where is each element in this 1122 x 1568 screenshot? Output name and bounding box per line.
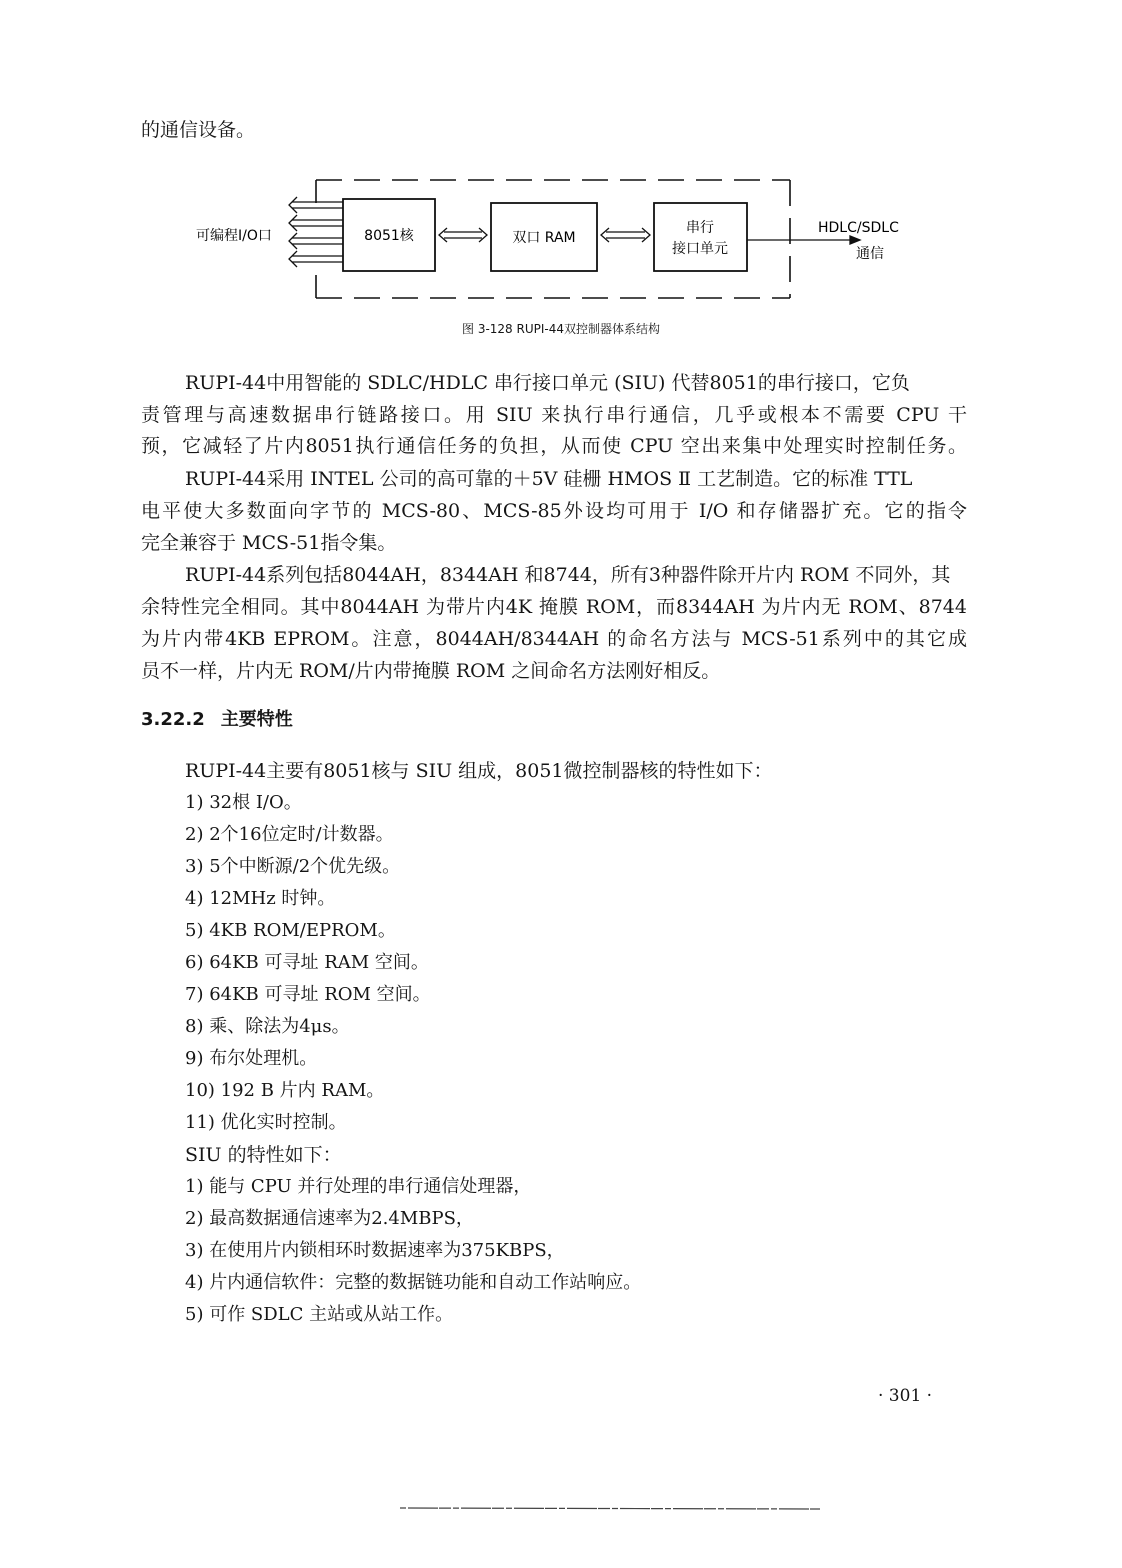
page-number: · 301 · (878, 1386, 933, 1406)
figure-caption: 图 3-128 RUPI-44双控制器体系结构 (462, 322, 660, 336)
ram-label: 双口 RAM (512, 230, 576, 246)
core-feature-item: 11) 优化实时控制。 (185, 1112, 347, 1133)
core-feature-item: 5) 4KB ROM/EPROM。 (185, 920, 396, 941)
section-number: 3.22.2 (141, 709, 205, 730)
siu-feature-item: 1) 能与 CPU 并行处理的串行通信处理器， (185, 1176, 532, 1197)
siu-feature-item: 4) 片内通信软件：完整的数据链功能和自动工作站响应。 (185, 1272, 642, 1293)
core-feature-item: 7) 64KB 可寻址 ROM 空间。 (185, 984, 431, 1005)
core-feature-item: 2) 2个16位定时/计数器。 (185, 824, 394, 845)
siu-box (654, 203, 747, 271)
core-feature-item: 9) 布尔处理机。 (185, 1048, 318, 1069)
paragraph-2-line-3: 完全兼容于 MCS-51指令集。 (141, 532, 397, 554)
core-intro: RUPI-44主要有8051核与 SIU 组成，8051微控制器核的特性如下： (185, 760, 773, 782)
core-feature-item: 6) 64KB 可寻址 RAM 空间。 (185, 952, 429, 973)
paragraph-2-line-1: RUPI-44采用 INTEL 公司的高可靠的＋5V 硅栅 HMOS Ⅱ 工艺制造。它的标准 TTL (185, 468, 913, 490)
paragraph-1-line-1: RUPI-44中用智能的 SDLC/HDLC 串行接口单元 (SIU) 代替8051的串行接口，它负 (185, 372, 910, 394)
core-ram-double-arrow (439, 228, 487, 242)
paragraph-3-line-2: 余特性完全相同。其中8044AH 为带片内4K 掩膜 ROM，而8344AH 为片内无 ROM、8744 (141, 596, 967, 618)
core-feature-item: 3) 5个中断源/2个优先级。 (185, 856, 401, 877)
core-feature-item: 1) 32根 I/O。 (185, 792, 302, 813)
siu-feature-item: 5) 可作 SDLC 主站或从站工作。 (185, 1304, 454, 1325)
paragraph-1-line-3: 预，它减轻了片内8051执行通信任务的负担，从而使 CPU 空出来集中处理实时控制任务。 (141, 435, 967, 457)
siu-feature-item: 3) 在使用片内锁相环时数据速率为375KBPS， (185, 1240, 565, 1261)
core-feature-item: 10) 192 B 片内 RAM。 (185, 1080, 385, 1101)
paragraph-3-line-4: 员不一样，片内无 ROM/片内带掩膜 ROM 之间命名方法刚好相反。 (141, 660, 721, 682)
siu-label-2: 接口单元 (672, 241, 728, 257)
io-port-label: 可编程I/O口 (196, 228, 272, 244)
intro-fragment: 的通信设备。 (141, 119, 256, 141)
core-feature-item: 8) 乘、除法为4μs。 (185, 1016, 350, 1037)
siu-intro: SIU 的特性如下： (185, 1144, 342, 1166)
section-title: 主要特性 (220, 709, 293, 730)
ram-siu-double-arrow (601, 228, 650, 242)
comm-label: 通信 (856, 246, 884, 262)
core-feature-item: 4) 12MHz 时钟。 (185, 888, 336, 909)
siu-label-1: 串行 (686, 220, 714, 236)
paragraph-2-line-2: 电平使大多数面向字节的 MCS-80、MCS-85外设均可用于 I/O 和存储器扩充。它的指令 (141, 500, 967, 522)
paragraph-3-line-3: 为片内带4KB EPROM。注意，8044AH/8344AH 的命名方法与 MCS-51系列中的其它成 (141, 628, 967, 650)
hdlc-label: HDLC/SDLC (818, 220, 899, 236)
core-label: 8051核 (364, 228, 414, 244)
scan-artifact-line (0, 1500, 1122, 1520)
section-heading (141, 708, 293, 732)
paragraph-3-line-1: RUPI-44系列包括8044AH，8344AH 和8744，所有3种器件除开片内 ROM 不同外，其 (185, 564, 951, 586)
architecture-diagram (0, 0, 1122, 320)
output-arrow (747, 236, 860, 244)
io-port-arrows (289, 197, 343, 267)
siu-feature-item: 2) 最高数据通信速率为2.4MBPS， (185, 1208, 474, 1229)
paragraph-1-line-2: 责管理与高速数据串行链路接口。用 SIU 来执行串行通信，几乎或根本不需要 CPU 干 (141, 404, 967, 426)
